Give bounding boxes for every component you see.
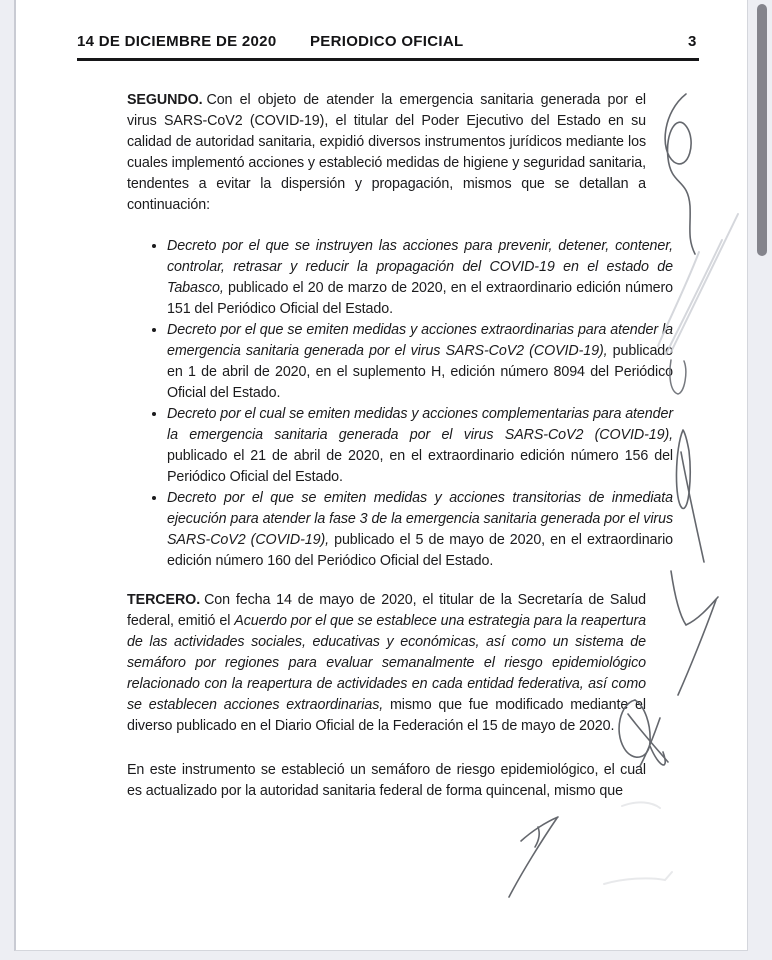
- header-page-number: 3: [688, 33, 697, 50]
- decree-title: Decreto por el que se emiten medidas y acciones extraordinarias para atender la emergencia sanitaria generada por el virus SARS-CoV2 (COVID-19),: [167, 322, 673, 359]
- decree-publication: publicado en 1 de abril de 2020, en el suplemento H, edición número 8094 del Periódico Oficial del Estado.: [167, 343, 673, 401]
- decree-item: [167, 404, 673, 488]
- paragraph-segundo-label: SEGUNDO.: [127, 92, 203, 108]
- document-page: [14, 0, 748, 951]
- header-date: 14 DE DICIEMBRE DE 2020: [77, 33, 277, 50]
- paragraph-tercero-intro: Con fecha 14 de mayo de 2020, el titular de la Secretaría de Salud federal, emitió el: [127, 592, 646, 629]
- scrollbar-thumb[interactable]: [757, 4, 767, 256]
- decree-title: Decreto por el cual se emiten medidas y acciones complementarias para atender la emergencia sanitaria generada por el virus SARS-CoV2 (COVID-19),: [167, 406, 673, 443]
- decree-list: [141, 236, 673, 572]
- paragraph-segundo: [127, 90, 646, 216]
- paragraph-segundo-text: Con el objeto de atender la emergencia sanitaria generada por el virus SARS-CoV2 (COVID-19), el titular del Poder Ejecutivo del Estado en su calidad de autoridad sanitaria, expidió diversos instrumentos jurídicos mediante los cuales implementó acciones y estableció medidas de higiene y seguridad sanitaria, tendentes a evitar la dispersión y propagación, mismos que se detallan a continuación:: [127, 92, 646, 213]
- decree-title: Decreto por el que se emiten medidas y acciones transitorias de inmediata ejecución para atender la fase 3 de la emergencia sanitaria generada por el virus SARS-CoV2 (COVID-19),: [167, 490, 673, 548]
- header-rule: [77, 58, 699, 61]
- decree-publication: publicado el 20 de marzo de 2020, en el extraordinario edición número 151 del Periódico Oficial del Estado.: [167, 280, 673, 317]
- paragraph-closing: [127, 760, 646, 802]
- header-publication-title: PERIODICO OFICIAL: [310, 33, 464, 50]
- paragraph-tercero: [127, 590, 646, 737]
- agreement-title: Acuerdo por el que se establece una estrategia para la reapertura de las actividades sociales, educativas y económicas, así como un sistema de semáforo por regiones para evaluar semanalmente el riesgo epidemiológico relacionado con la reapertura de actividades en cada entidad federativa, así como se establecen acciones extraordinarias,: [127, 613, 647, 713]
- paragraph-tercero-label: TERCERO.: [127, 592, 201, 608]
- decree-item: [167, 236, 673, 320]
- decree-title: Decreto por el que se instruyen las acciones para prevenir, detener, contener, controlar, retrasar y reducir la propagación del COVID-19 en el estado de Tabasco,: [167, 238, 673, 296]
- paragraph-tercero-outro: mismo que fue modificado mediante el diverso publicado en el Diario Oficial de la Federación el 15 de mayo de 2020.: [127, 697, 646, 734]
- decree-item: [167, 320, 673, 404]
- decree-publication: publicado el 21 de abril de 2020, en el extraordinario edición número 156 del Periódico Oficial del Estado.: [167, 448, 673, 485]
- decree-publication: publicado el 5 de mayo de 2020, en el extraordinario edición número 160 del Periódico Oficial del Estado.: [167, 532, 673, 569]
- decree-item: [167, 488, 673, 572]
- paragraph-closing-text: En este instrumento se estableció un semáforo de riesgo epidemiológico, el cual es actualizado por la autoridad sanitaria federal de forma quincenal, mismo que: [127, 762, 646, 799]
